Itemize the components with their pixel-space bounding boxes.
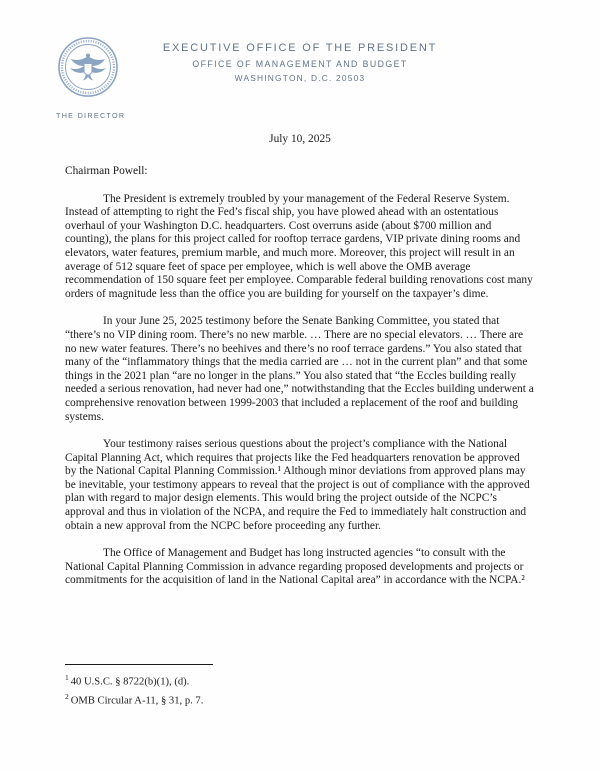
letterhead-city-zip: WASHINGTON, D.C. 20503 <box>234 73 366 83</box>
presidential-seal-icon <box>57 36 119 98</box>
letterhead <box>0 0 600 131</box>
letter-date: July 10, 2025 <box>269 133 331 145</box>
director-label: THE DIRECTOR <box>56 111 126 120</box>
footnote-2 <box>65 690 535 709</box>
body-paragraph: Your testimony raises serious questions about the project’s compliance with the National Capital Planning Act, which requires that projects like the Fed headquarters renovation be approved by the National Capital Planning Commission.¹ Although minor deviations from approved plans may be inevitable, your testimony appears to reveal that the project is out of compliance with the approved plan with regard to major design elements. This would bring the project outside of the NCPC’s approval and thus in violation of the NCPA, and require the Fed to immediately halt construction and obtain a new approval from the NCPC before proceeding any further. <box>65 438 530 532</box>
letterhead-agency-line2: OFFICE OF MANAGEMENT AND BUDGET <box>192 59 408 69</box>
letterhead-agency-line1: EXECUTIVE OFFICE OF THE PRESIDENT <box>162 42 438 54</box>
footnote-2-marker: 2 <box>65 692 69 702</box>
salutation: Chairman Powell: <box>65 165 148 177</box>
footnote-divider <box>65 664 213 665</box>
footnote-1-text: 40 U.S.C. § 8722(b)(1), (d). <box>70 676 190 688</box>
body-paragraph: In your June 25, 2025 testimony before the Senate Banking Committee, you stated that “there’s no VIP dining room. There’s no new marble. … There are no special elevators. … There are no new water features. There’s no beehives and there’s no roof terrace gardens.” You also stated that many of the “inflammatory things that the media carried are … not in the current plan” and that some things in the 2021 plan “are no longer in the plans.” You also stated that “the Eccles building really needed a serious renovation, had never had one,” notwithstanding that the Eccles building underwent a comprehensive renovation between 1999-2003 that included a replacement of the roof and building systems. <box>65 315 534 423</box>
footnote-2-text: OMB Circular A-11, § 31, p. 7. <box>70 695 204 707</box>
footnotes-section <box>65 664 535 709</box>
footnote-1-marker: 1 <box>65 673 69 682</box>
body-paragraph: The President is extremely troubled by your management of the Federal Reserve System. Instead of attempting to right the Fed’s fiscal ship, you have plowed ahead with an ostentatious overhaul of your Washington D.C. headquarters. Cost overruns aside (about $700 million and counting), the plans for this project called for rooftop terrace gardens, VIP private dining rooms and elevators, water features, premium marble, and much more. Moreover, this project will result in an average of 512 square feet of space per employee, which is well above the OMB average recommendation of 150 square feet per employee. Comparable federal building renovations cost many orders of magnitude less than the office you are building for yourself on the taxpayer’s dime. <box>65 192 533 300</box>
body-paragraph: The Office of Management and Budget has long instructed agencies “to consult with the National Capital Planning Commission in advance regarding proposed developments and projects or commitments for the acquisition of land in the National Capital area” in accordance with the NCPA.² <box>65 547 525 587</box>
letter-body <box>65 165 534 588</box>
footnote-1 <box>65 671 535 690</box>
